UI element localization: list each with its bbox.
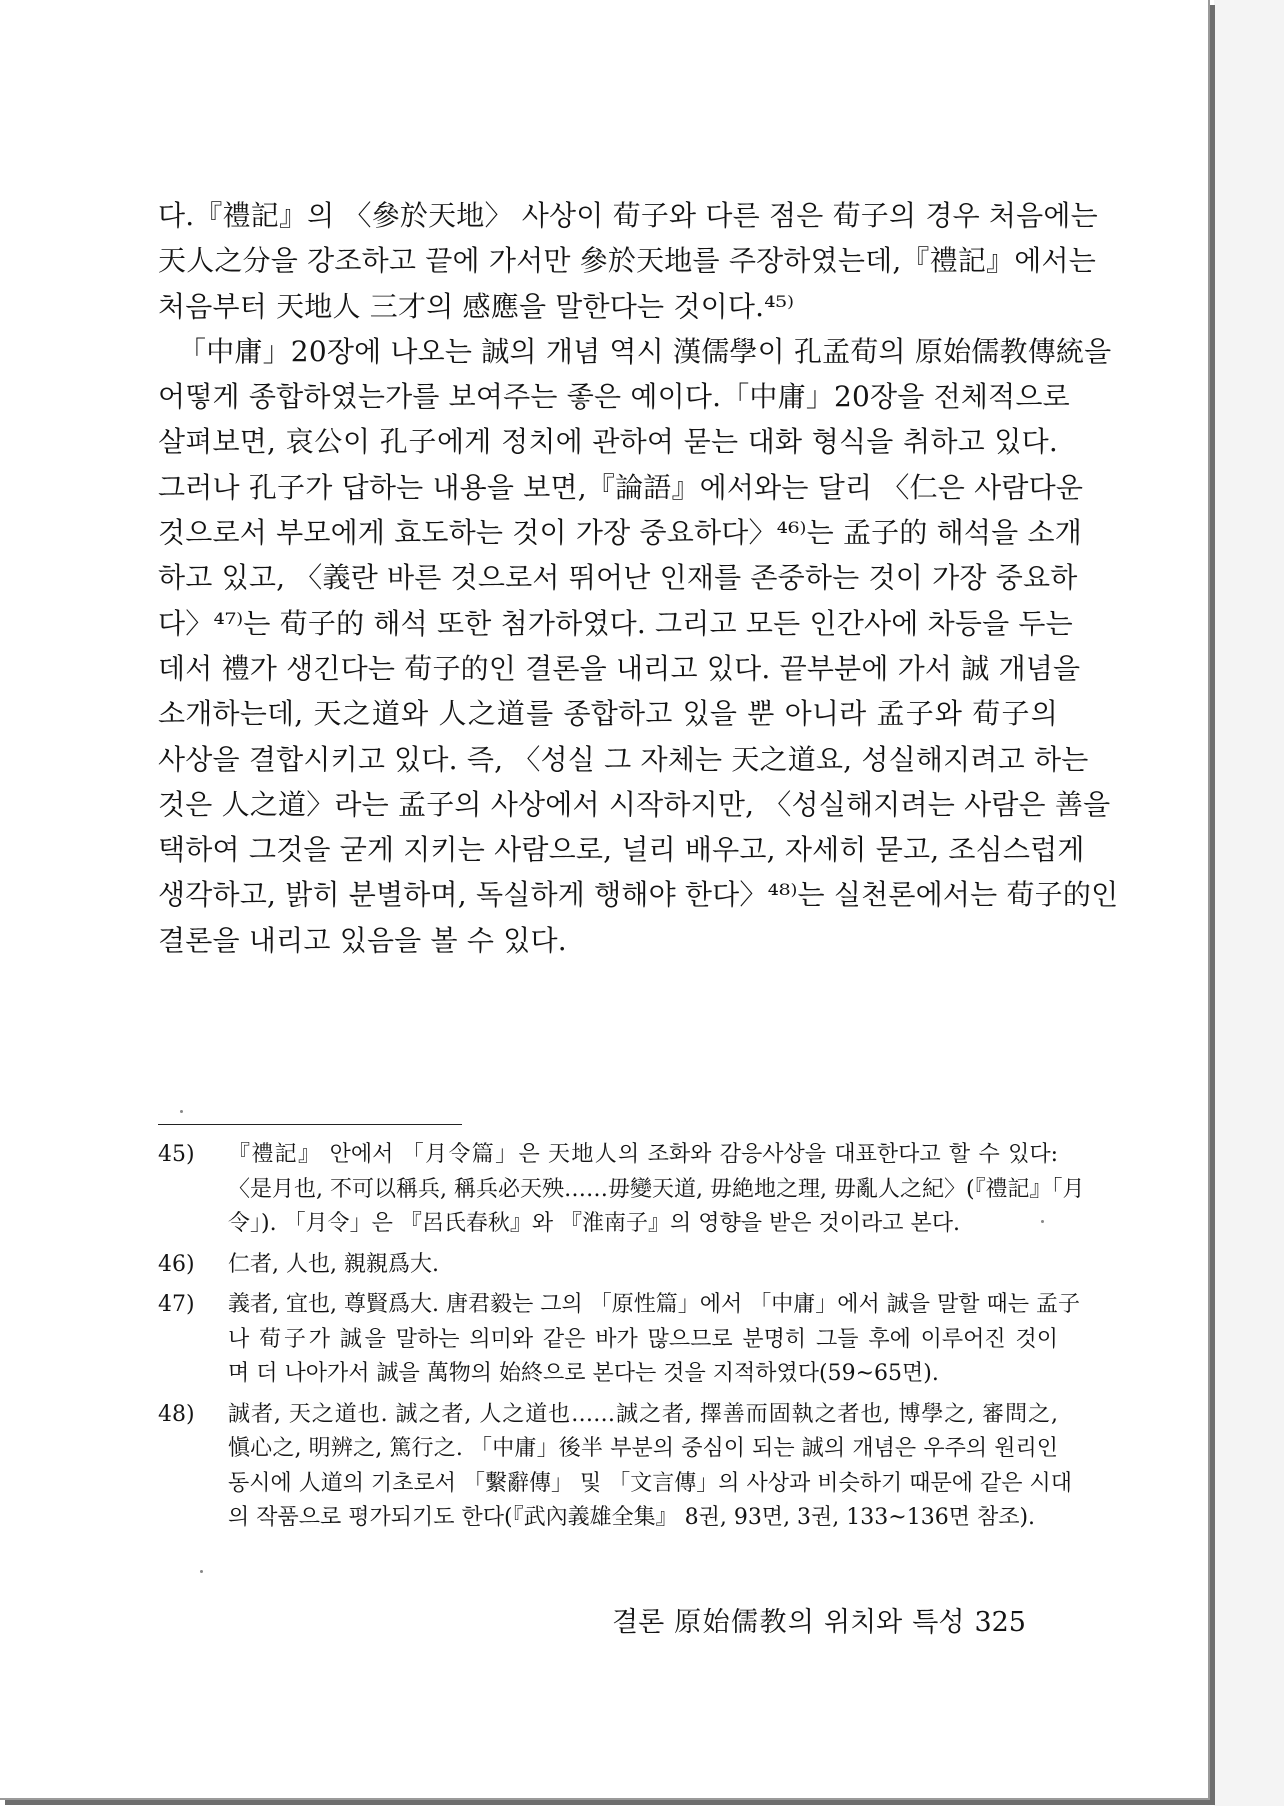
body-text [158, 193, 1119, 963]
body-line: 처음부터 天地人 三才의 感應을 말한다는 것이다.⁴⁵⁾ [158, 289, 795, 323]
footnote-line: 며 더 나아가서 誠을 萬物의 始終으로 본다는 것을 지적하였다(59~65면). [228, 1361, 939, 1386]
body-line: 사상을 결합시키고 있다. 즉, 〈성실 그 자체는 天之道요, 성실해지려고 하는 [158, 742, 1089, 776]
body-line: 데서 禮가 생긴다는 荀子的인 결론을 내리고 있다. 끝부분에 가서 誠 개념을 [158, 651, 1081, 685]
footnote-46 [158, 1248, 1058, 1283]
running-footer: 결론 原始儒教의 위치와 특성 325 [612, 1607, 1026, 1638]
footnote-line: 令」). 「月令」은 『呂氏春秋』와 『淮南子』의 영향을 받은 것이라고 본다. [228, 1211, 961, 1236]
footnote-line: 愼心之, 明辨之, 篤行之. 「中庸」後半 부분의 중심이 되는 誠의 개념은 우주의 원리인 [228, 1436, 1058, 1461]
body-line: 택하여 그것을 굳게 지키는 사람으로, 널리 배우고, 자세히 묻고, 조심스럽게 [158, 833, 1085, 867]
body-line: 「中庸」20장에 나오는 誠의 개념 역시 漢儒學이 孔孟荀의 原始儒教傳統을 [178, 334, 1112, 368]
body-line: 것은 人之道〉라는 孟子의 사상에서 시작하지만, 〈성실해지려는 사람은 善을 [158, 787, 1111, 821]
scan-speck [180, 1110, 183, 1113]
footnote-line: 誠者, 天之道也. 誠之者, 人之道也……誠之者, 擇善而固執之者也, 博學之, 審問之, [228, 1401, 1058, 1427]
body-line: 결론을 내리고 있음을 볼 수 있다. [158, 923, 567, 957]
footnote-number: 45) [158, 1142, 195, 1167]
footnote-line: 『禮記』 안에서 「月令篇」은 天地人의 조화와 감응사상을 대표한다고 할 수 있다: [228, 1142, 1058, 1167]
footnote-48 [158, 1398, 1072, 1536]
footnote-rule [158, 1124, 462, 1125]
scan-speck [200, 1570, 203, 1573]
body-line: 어떻게 종합하였는가를 보여주는 좋은 예이다.「中庸」20장을 전체적으로 [158, 380, 1070, 414]
body-line: 그러나 孔子가 답하는 내용을 보면,『論語』에서와는 달리 〈仁은 사람다운 [158, 470, 1084, 504]
body-line: 다.『禮記』의 〈參於天地〉 사상이 荀子와 다른 점은 荀子의 경우 처음에는 [158, 199, 1098, 232]
body-line: 생각하고, 밝히 분별하며, 독실하게 행해야 한다〉⁴⁸⁾는 실천론에서는 荀子的인 [158, 878, 1119, 912]
footnote-line: 仁者, 人也, 親親爲大. [228, 1251, 439, 1277]
viewer-gutter [1214, 0, 1284, 1806]
footnote-number: 48) [158, 1401, 195, 1427]
scan-speck [1041, 1220, 1044, 1223]
footnote-line: 義者, 宜也, 尊賢爲大. 唐君毅는 그의 「原性篇」에서 「中庸」에서 誠을 말할 때는 孟子 [228, 1292, 1080, 1317]
body-line: 것으로서 부모에게 효도하는 것이 가장 중요하다〉⁴⁶⁾는 孟子的 해석을 소개 [158, 516, 1082, 550]
footnote-number: 46) [158, 1251, 195, 1277]
footnote-line: 〈是月也, 不可以稱兵, 稱兵必天殃……毋變天道, 毋絶地之理, 毋亂人之紀〉(『禮記』「月 [228, 1176, 1085, 1202]
footnote-line: 의 작품으로 평가되기도 한다(『武內義雄全集』 8권, 93면, 3권, 133~136면 참조). [228, 1505, 1036, 1530]
footnote-line: 동시에 人道의 기초로서 「繫辭傳」 및 「文言傳」의 사상과 비슷하기 때문에 같은 시대 [228, 1470, 1072, 1496]
footnotes [158, 1138, 1085, 1542]
body-line: 天人之分을 강조하고 끝에 가서만 參於天地를 주장하였는데,『禮記』에서는 [158, 244, 1096, 278]
body-line: 살펴보면, 哀公이 孔子에게 정치에 관하여 묻는 대화 형식을 취하고 있다. [158, 425, 1058, 459]
footnote-line: 나 荀子가 誠을 말하는 의미와 같은 바가 많으므로 분명히 그들 후에 이루어진 것이 [228, 1326, 1058, 1352]
body-line: 다〉⁴⁷⁾는 荀子的 해석 또한 첨가하였다. 그리고 모든 인간사에 차등을 두는 [158, 606, 1073, 640]
footnote-47 [158, 1288, 1080, 1392]
body-line: 소개하는데, 天之道와 人之道를 종합하고 있을 뿐 아니라 孟子와 荀子의 [158, 697, 1058, 731]
footnote-number: 47) [158, 1292, 195, 1317]
footnote-45 [158, 1138, 1085, 1242]
body-line: 하고 있고, 〈義란 바른 것으로서 뛰어난 인재를 존중하는 것이 가장 중요하 [158, 561, 1078, 595]
